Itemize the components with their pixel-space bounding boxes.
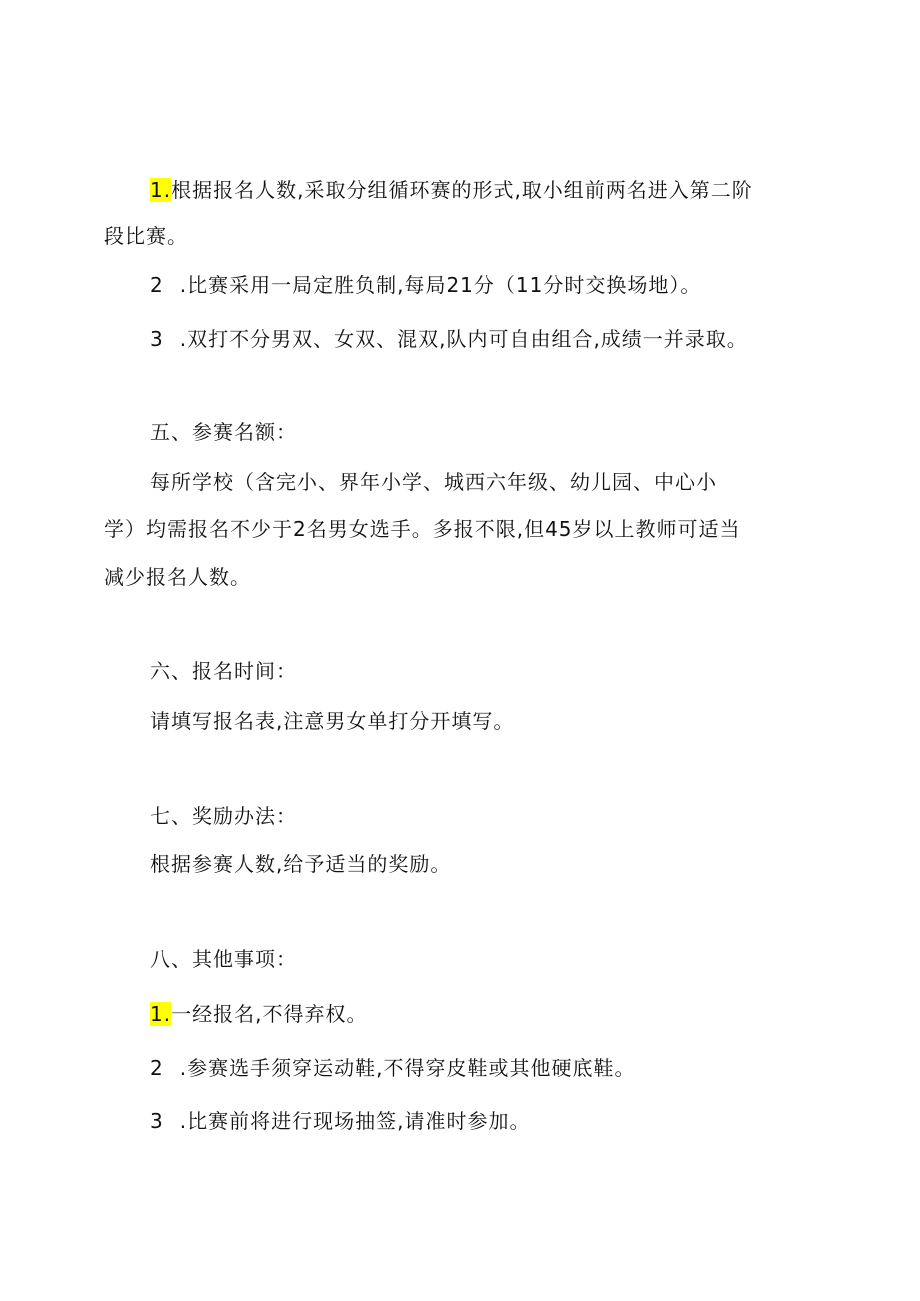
quota-text-line-2: 学）均需报名不少于2名男女选手。多报不限,但45岁以上教师可适当 bbox=[104, 517, 741, 541]
rule-item-1-continuation: 段比赛。 bbox=[104, 224, 188, 248]
section-heading-registration-time: 六、报名时间： bbox=[150, 659, 297, 683]
item-marker: 3 bbox=[150, 1109, 164, 1133]
rule-item-3 bbox=[150, 324, 748, 354]
registration-text: 请填写报名表,注意男女单打分开填写。 bbox=[150, 709, 515, 733]
other-item-1 bbox=[150, 999, 367, 1029]
item-marker: 2 bbox=[150, 273, 164, 297]
rule-item-2 bbox=[150, 270, 701, 300]
item-marker: 3 bbox=[150, 327, 164, 351]
item-text: .比赛采用一局定胜负制,每局21分（11分时交换场地）。 bbox=[179, 273, 702, 297]
section-heading-quota: 五、参赛名额： bbox=[150, 420, 297, 444]
item-text: 根据报名人数,采取分组循环赛的形式,取小组前两名进入第二阶 bbox=[171, 178, 753, 202]
item-text: .双打不分男双、女双、混双,队内可自由组合,成绩一并录取。 bbox=[179, 327, 748, 351]
rule-item-1 bbox=[150, 175, 753, 205]
other-item-2 bbox=[150, 1053, 635, 1083]
quota-text-line-3: 减少报名人数。 bbox=[104, 565, 251, 589]
item-marker-highlighted: 1. bbox=[150, 1002, 172, 1026]
quota-text-line-1: 每所学校（含完小、界年小学、城西六年级、幼儿园、中心小 bbox=[150, 470, 717, 494]
item-marker: 2 bbox=[150, 1056, 164, 1080]
item-text: .比赛前将进行现场抽签,请准时参加。 bbox=[179, 1109, 531, 1133]
awards-text: 根据参赛人数,给予适当的奖励。 bbox=[150, 852, 452, 876]
other-item-3 bbox=[150, 1106, 530, 1136]
item-marker-highlighted: 1. bbox=[150, 178, 172, 202]
item-text: 一经报名,不得弃权。 bbox=[171, 1002, 368, 1026]
section-heading-awards: 七、奖励办法： bbox=[150, 804, 297, 828]
section-heading-other-matters: 八、其他事项： bbox=[150, 947, 297, 971]
item-text: .参赛选手须穿运动鞋,不得穿皮鞋或其他硬底鞋。 bbox=[179, 1056, 636, 1080]
